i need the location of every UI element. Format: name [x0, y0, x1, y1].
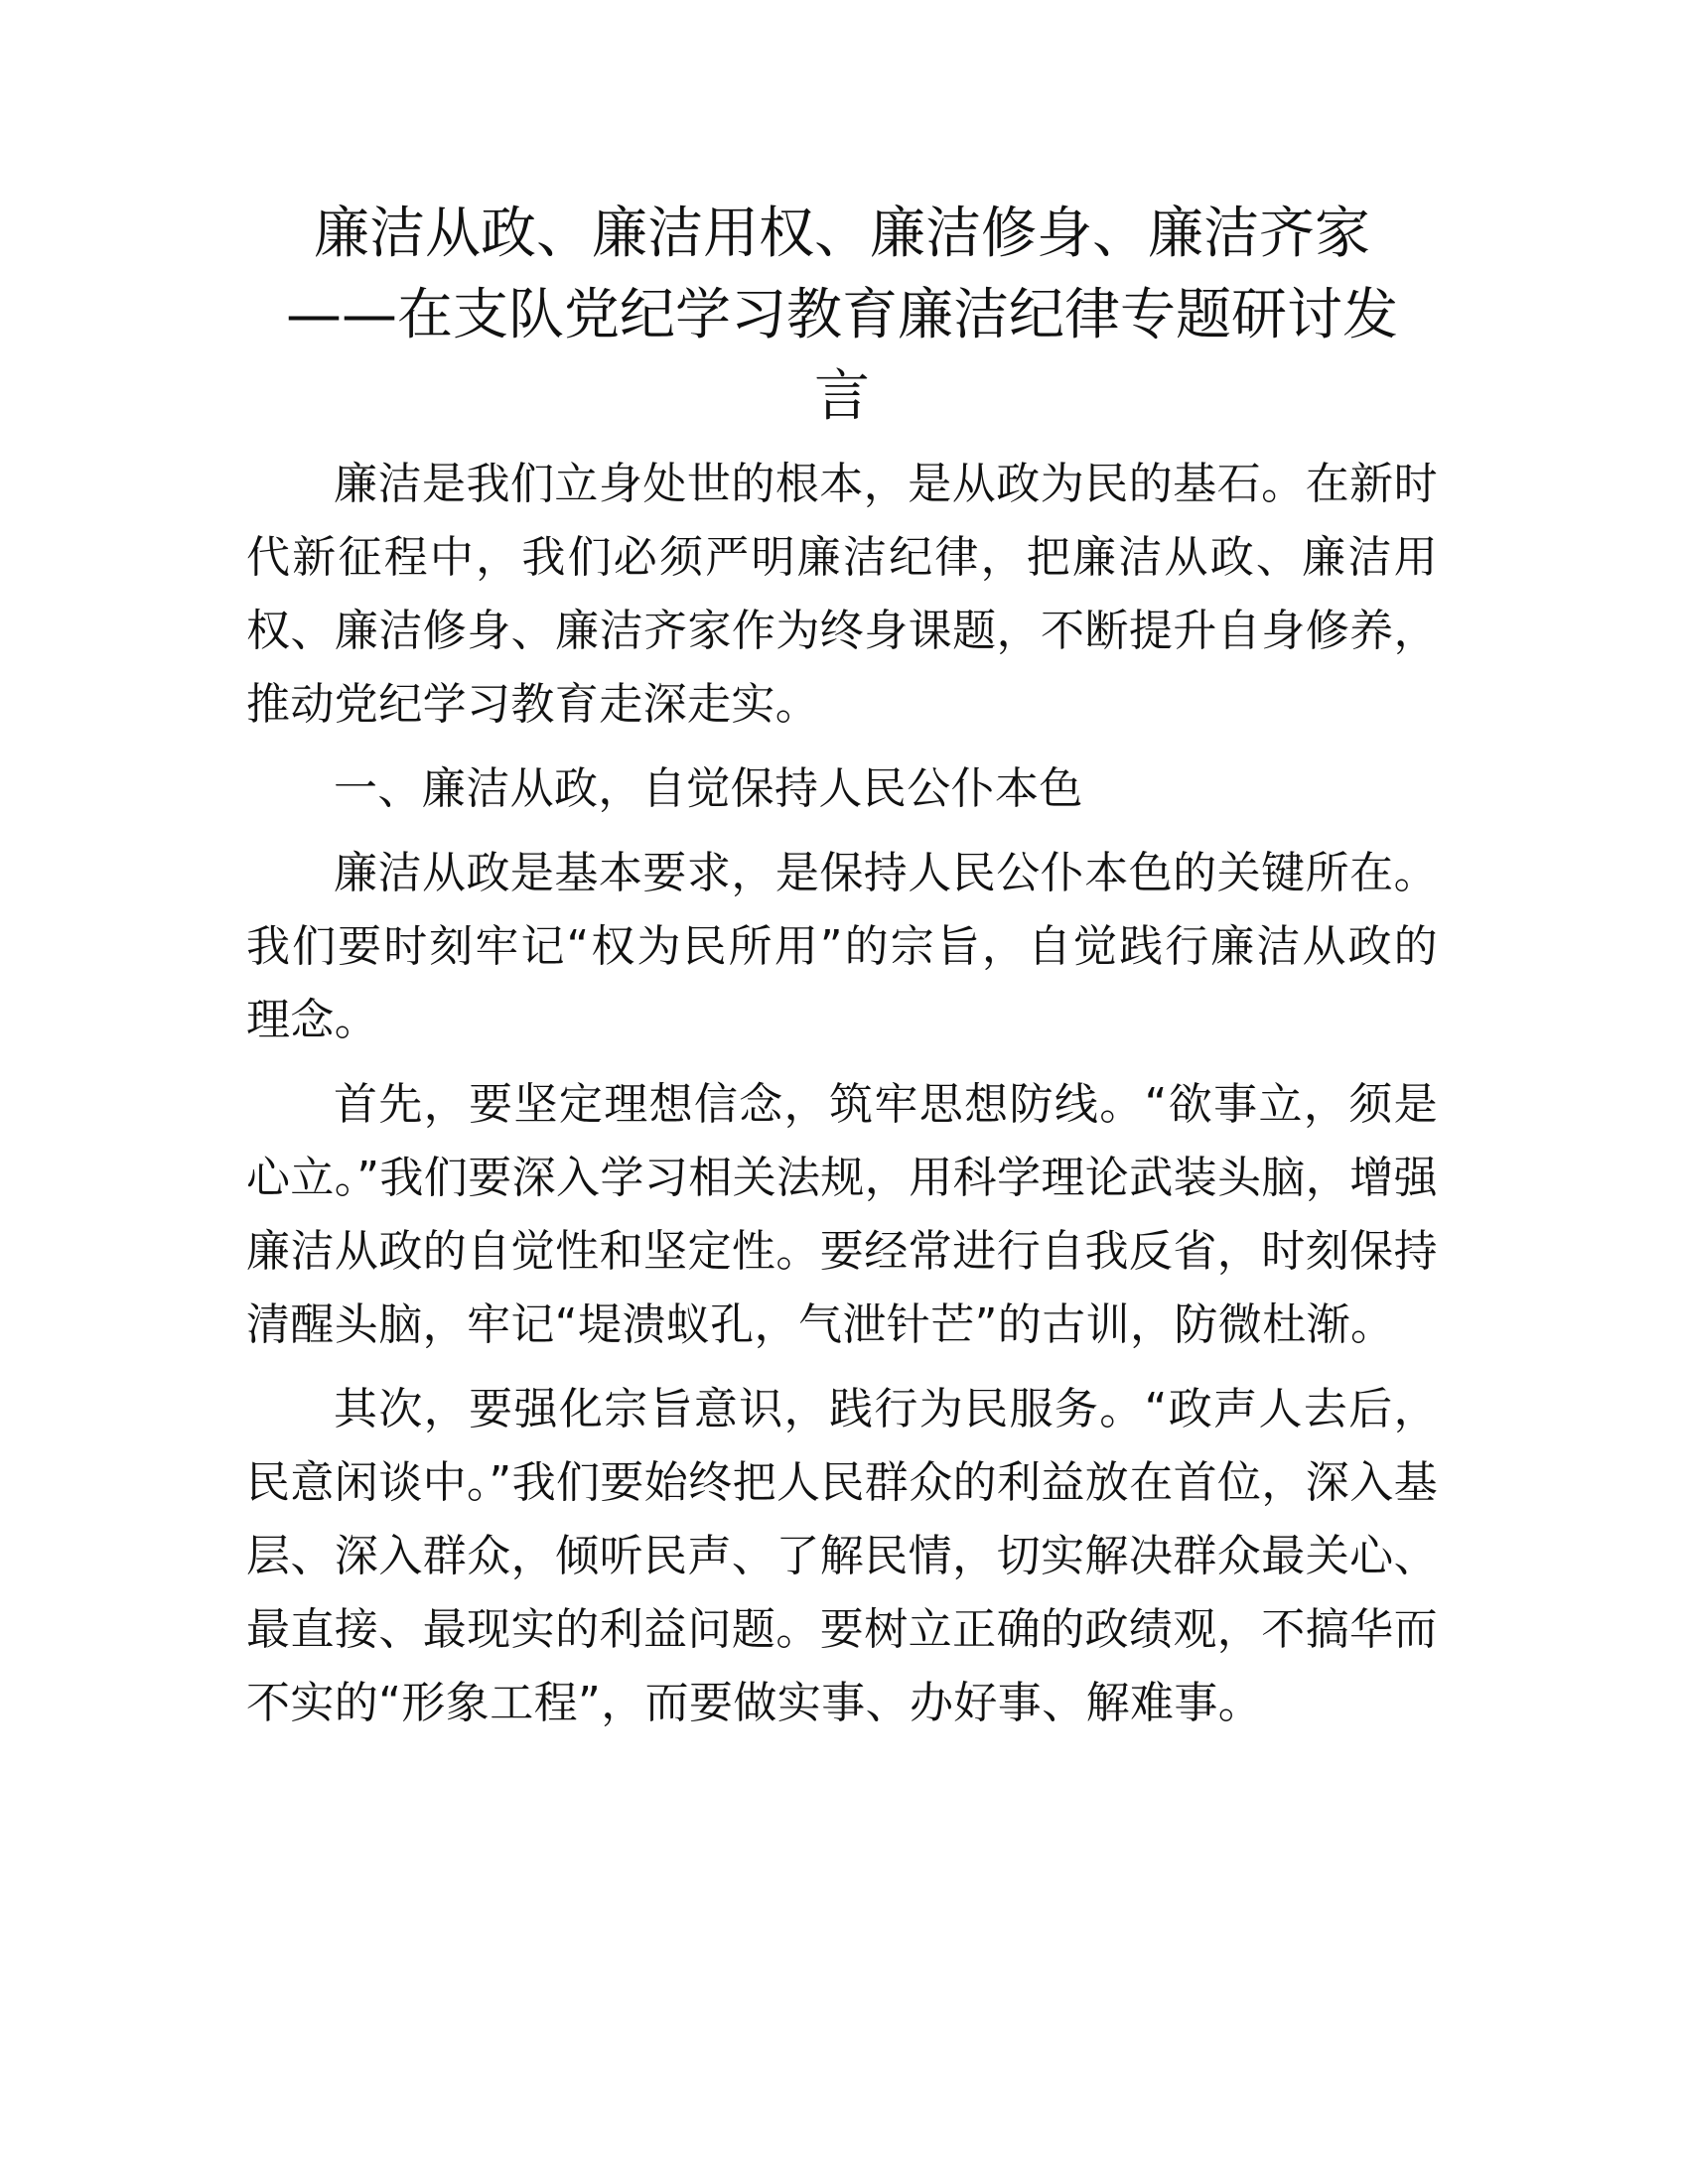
document-title [246, 194, 1438, 438]
section-heading-1: 一、廉洁从政，自觉保持人民公仆本色 [334, 763, 1083, 814]
document-body [246, 448, 1438, 1740]
title-line-1: 廉洁从政、廉洁用权、廉洁修身、廉洁齐家 [314, 202, 1370, 266]
section-1-paragraph-3: 其次，要强化宗旨意识，践行为民服务。“政声人去后，民意闲谈中。”我们要始终把人民群众的利益放在首位，深入基层、深入群众，倾听民声、了解民情，切实解决群众最关心、最直接、最现实的利益问题。要树立正确的政绩观，不搞华而不实的“形象工程”，而要做实事、办好事、解难事。 [246, 1384, 1438, 1728]
title-line-2: ——在支队党纪学习教育廉洁纪律专题研讨发 [286, 283, 1398, 347]
section-1-paragraph-2: 首先，要坚定理想信念，筑牢思想防线。“欲事立，须是心立。”我们要深入学习相关法规，用科学理论武装头脑，增强廉洁从政的自觉性和坚定性。要经常进行自我反省，时刻保持清醒头脑，牢记“堤溃蚁孔，气泄针芒”的古训，防微杜渐。 [246, 1079, 1438, 1350]
intro-paragraph: 廉洁是我们立身处世的根本，是从政为民的基石。在新时代新征程中，我们必须严明廉洁纪律，把廉洁从政、廉洁用权、廉洁修身、廉洁齐家作为终身课题，不断提升自身修养，推动党纪学习教育走深走实。 [246, 459, 1438, 730]
document-page [246, 194, 1438, 1751]
section-1-paragraph-1: 廉洁从政是基本要求，是保持人民公仆本色的关键所在。我们要时刻牢记“权为民所用”的宗旨，自觉践行廉洁从政的理念。 [246, 848, 1438, 1045]
title-line-3: 言 [814, 364, 870, 429]
